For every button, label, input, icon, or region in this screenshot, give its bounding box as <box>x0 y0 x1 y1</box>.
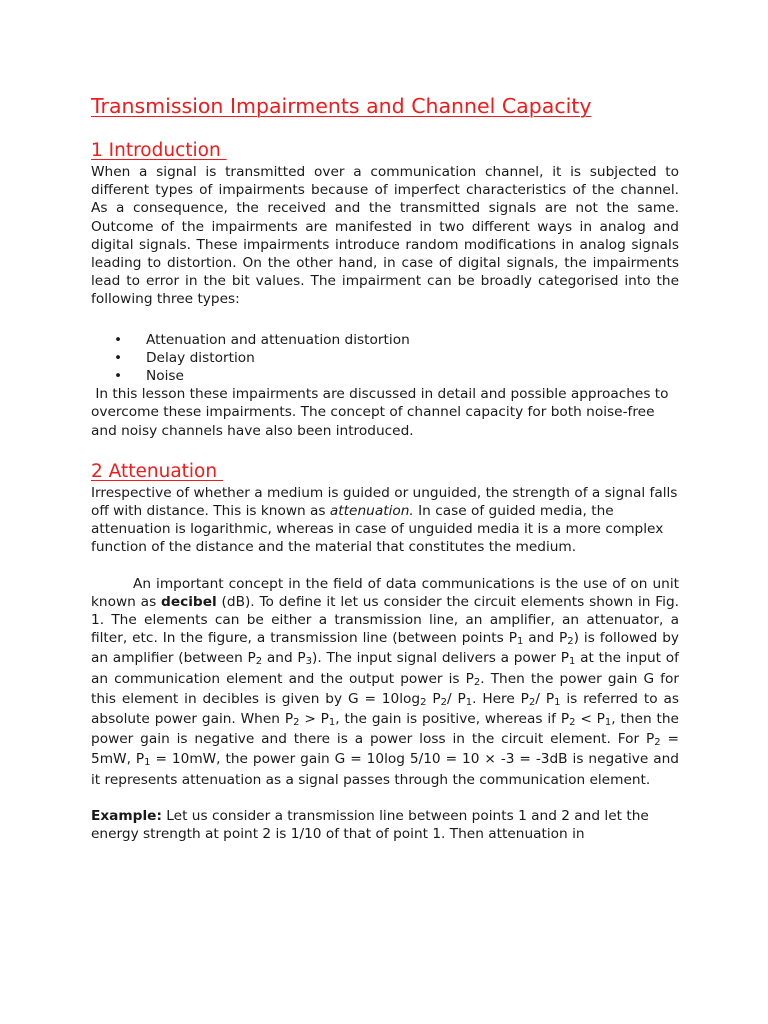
list-item: • Noise <box>114 368 184 385</box>
document-title: Transmission Impairments and Channel Capacity <box>91 94 592 118</box>
attenuation-paragraph: Irrespective of whether a medium is guided or unguided, the strength of a signal falls off with distance. This is known as attenuation. In case of guided media, the attenuation is logarithmic, whereas in case of unguided media it is a more complex function of the distance and the material that constitutes the medium. <box>91 484 678 556</box>
decibel-term: decibel <box>161 593 217 610</box>
example-label: Example: <box>91 807 162 824</box>
bullet-icon: • <box>114 368 123 385</box>
document-content <box>91 92 679 843</box>
list-item: • Delay distortion <box>114 349 255 366</box>
attenuation-term: attenuation. <box>329 503 414 520</box>
section-heading-attenuation: 2 Attenuation <box>91 460 223 482</box>
section-heading-introduction: 1 Introduction <box>91 140 227 161</box>
bullet-icon: • <box>114 349 123 366</box>
decibel-paragraph: An important concept in the field of data communications is the use of on unit known as decibel (dB). To define it let us consider the circuit elements shown in Fig. 1. The elements can be either a transmission line, an amplifier, an attenuator, a filter, etc. In the figure, a transmission line (between points P1 and P2) is followed by an amplifier (between P2 and P3). The input signal delivers a power P1 at the input of an communication element and the output power is P2. Then the power gain G for this element in decibles is given by G = 10log2 P2/ P1. Here P2/ P1 is referred to as absolute power gain. When P2 > P1, the gain is positive, whereas if P2 < P1, then the power gain is negative and there is a power loss in the circuit element. For P2 = 5mW, P1 = 10mW, the power gain G = 10log 5/10 = 10 × -3 = -3dB is negative and it represents attenuation as a signal passes through the communication element. <box>91 575 680 788</box>
intro-paragraph: When a signal is transmitted over a communication channel, it is subjected to different types of impairments because of imperfect characteristics of the channel. As a consequence, the received and the transmitted signals are not the same. Outcome of the impairments are manifested in two different ways in analog and digital signals. These impairments introduce random modifications in analog signals leading to distortion. On the other hand, in case of digital signals, the impairments lead to error in the bit values. The impairment can be broadly categorised into the following three types: <box>91 164 679 308</box>
bullet-icon: • <box>114 331 123 348</box>
example-paragraph: Example: Let us consider a transmission line between points 1 and 2 and let the energy strength at point 2 is 1/10 of that of point 1. Then attenuation in <box>91 807 649 843</box>
impairment-list <box>91 331 679 386</box>
intro-closing-paragraph: In this lesson these impairments are discussed in detail and possible approaches to overcome these impairments. The concept of channel capacity for both noise-free and noisy channels have also been introduced. <box>91 386 673 439</box>
list-item: • Attenuation and attenuation distortion <box>114 331 410 348</box>
